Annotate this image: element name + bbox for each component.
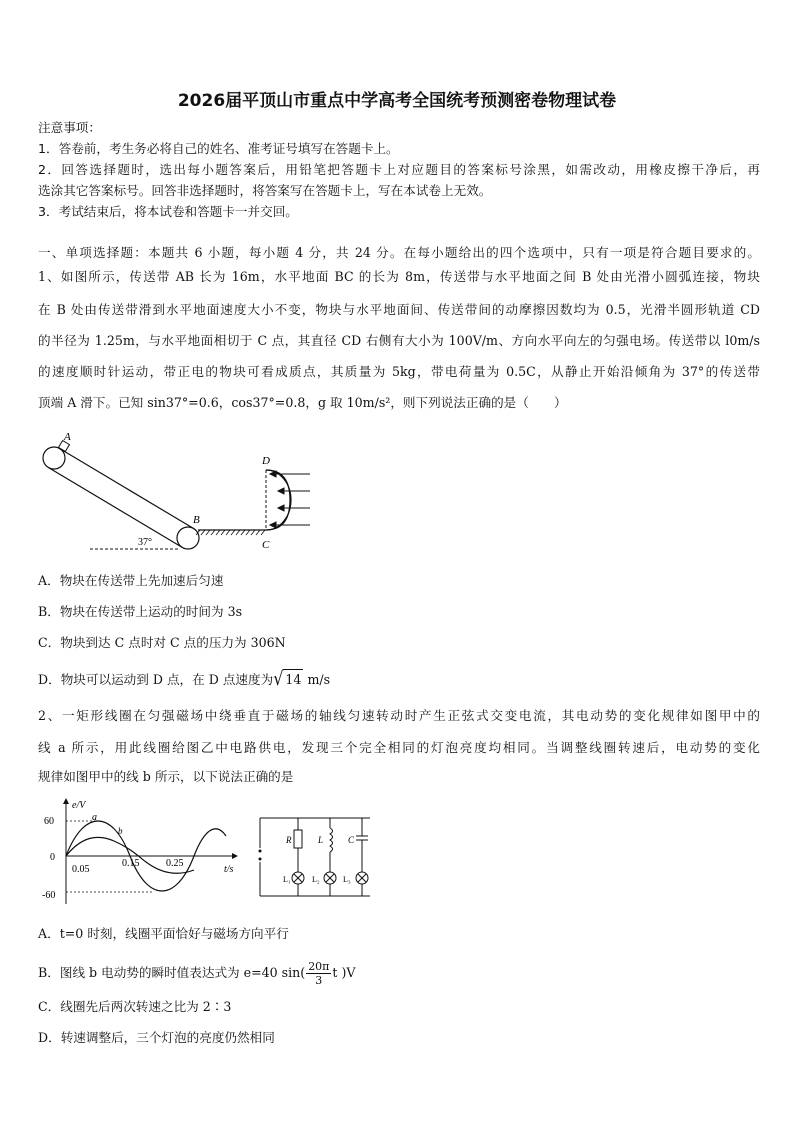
curve-a-label: a xyxy=(92,812,97,823)
x-tick-025: 0.25 xyxy=(166,858,184,869)
fraction-numerator: 20π xyxy=(308,960,330,973)
q2-graph xyxy=(38,796,248,908)
q1-option-b[interactable]: B．物块在传送带上运动的时间为 3s xyxy=(38,604,243,619)
q1-line-1: 1、如图所示，传送带 AB 长为 16m，水平地面 BC 的长为 8m，传送带与水平地面之间 B 处由光滑小圆弧连接，物块 xyxy=(38,269,760,284)
label-b: B xyxy=(193,514,200,526)
label-c: C xyxy=(262,539,270,551)
label-l: L xyxy=(318,835,324,845)
notice-item-3: 3．考试结束后，将本试卷和答题卡一并交回。 xyxy=(38,204,298,219)
semicircle-track-outer xyxy=(266,470,290,530)
q1-option-d-unit: m/s xyxy=(303,672,331,687)
y-axis-arrow-icon xyxy=(63,798,69,804)
conveyor-belt xyxy=(43,447,199,549)
y-axis-label: e/V xyxy=(72,800,86,811)
q1-option-d-text: D．物块可以运动到 D 点，在 D 点速度为 xyxy=(38,672,274,687)
page-title: 2026届平顶山市重点中学高考全国统考预测密卷物理试卷 xyxy=(177,91,617,111)
terminal-bottom-icon xyxy=(259,858,262,861)
terminal-top-icon xyxy=(259,850,262,853)
sqrt-radicand: 14 xyxy=(283,669,303,690)
x-tick-015: 0.15 xyxy=(122,858,140,869)
curve-b-label: b xyxy=(118,826,123,836)
notice-item-2-cont: 选涂其它答案标号。回答非选择题时，将答案写在答题卡上，写在本试卷上无效。 xyxy=(38,183,492,198)
y-tick-60: 60 xyxy=(44,816,54,827)
q1-line-4: 的速度顺时针运动，带正电的物块可看成质点，其质量为 5kg，带电荷量为 0.5C，从静止开始沿倾角为 37°的传送带 xyxy=(38,364,760,379)
section-heading: 一、单项选择题：本题共 6 小题，每小题 4 分，共 24 分。在每小题给出的四个选项中，只有一项是符合题目要求的。 xyxy=(38,245,760,260)
q1-line-5: 顶端 A 滑下。已知 sin37°=0.6，cos37°=0.8，g 取 10m/s²，则下列说法正确的是（ ） xyxy=(38,395,567,410)
q2-line-3: 规律如图甲中的线 b 所示，以下说法正确的是 xyxy=(38,769,294,784)
q1-option-c[interactable]: C．物块到达 C 点时对 C 点的压力为 306N xyxy=(38,635,286,650)
angle-label: 37° xyxy=(138,537,152,548)
q2-option-a[interactable]: A．t=0 时刻，线圈平面恰好与磁场方向平行 xyxy=(38,926,289,941)
label-c-capacitor: C xyxy=(348,835,355,845)
q1-figure xyxy=(38,428,328,558)
q1-line-3: 的半径为 1.25m，与水平地面相切于 C 点，其直径 CD 右侧有大小为 100V/m、方向水平向左的匀强电场。传送带以 l0m/s xyxy=(38,333,760,348)
sqrt-icon: √ xyxy=(273,667,284,690)
q2-circuit xyxy=(250,812,380,902)
label-l2: L₂ xyxy=(312,875,320,884)
x-tick-005: 0.05 xyxy=(72,864,90,875)
notice-item-1: 1．答卷前，考生务必将自己的姓名、准考证号填写在答题卡上。 xyxy=(38,141,399,156)
fraction-denominator: 3 xyxy=(315,974,323,987)
y-tick-0: 0 xyxy=(50,852,55,863)
x-axis-arrow-icon xyxy=(232,853,238,859)
notice-item-2: 2．回答选择题时，选出每小题答案后，用铅笔把答题卡上对应题目的答案标号涂黑，如需改动，用橡皮擦干净后，再 xyxy=(38,162,760,177)
x-axis-label: t/s xyxy=(224,864,234,875)
fraction xyxy=(306,960,331,987)
lamp-l3-icon xyxy=(356,872,368,884)
q2-option-b-tail: t )V xyxy=(332,965,356,980)
lamp-l1-icon xyxy=(292,872,304,884)
q2-option-b[interactable] xyxy=(38,960,356,987)
label-l1: L₁ xyxy=(283,875,291,884)
label-r: R xyxy=(286,835,292,845)
q1-option-d[interactable] xyxy=(38,669,330,690)
q2-option-c[interactable]: C．线圈先后两次转速之比为 2∶3 xyxy=(38,999,232,1014)
q1-line-2: 在 B 处由传送带滑到水平地面速度大小不变，物块与水平地面间、传送带间的动摩擦因数均为 0.5，光滑半圆形轨道 CD xyxy=(38,302,760,317)
lamp-l2-icon xyxy=(324,872,336,884)
ground-hatching xyxy=(196,530,265,535)
q2-option-b-text: B．图线 b 电动势的瞬时值表达式为 e=40 sin( xyxy=(38,965,306,980)
notice-heading: 注意事项： xyxy=(38,120,101,135)
label-d: D xyxy=(262,455,270,467)
q2-line-2: 线 a 所示，用此线圈给图乙中电路供电，发现三个完全相同的灯泡亮度均相同。当调整线圈转速后，电动势的变化 xyxy=(38,740,760,755)
y-tick-neg60: -60 xyxy=(42,890,56,901)
label-l3: L₃ xyxy=(343,875,351,884)
label-a: A xyxy=(64,431,71,443)
q1-option-a[interactable]: A．物块在传送带上先加速后匀速 xyxy=(38,573,224,588)
semicircle-track xyxy=(266,470,291,530)
q2-line-1: 2、一矩形线圈在匀强磁场中绕垂直于磁场的轴线匀速转动时产生正弦式交变电流，其电动势的变化规律如图甲中的 xyxy=(38,708,760,723)
q2-option-d[interactable]: D．转速调整后，三个灯泡的亮度仍然相同 xyxy=(38,1030,275,1045)
